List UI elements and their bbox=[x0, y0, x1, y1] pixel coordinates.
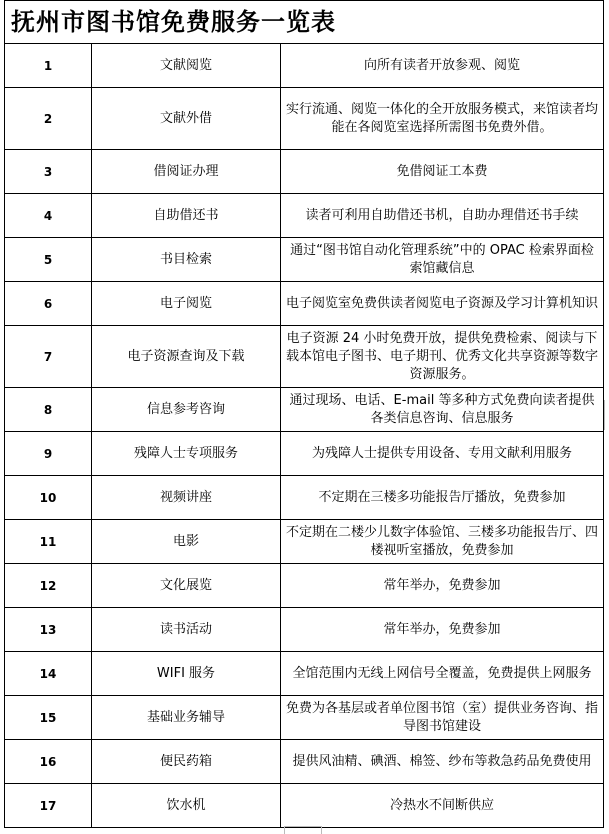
service-description: 为残障人士提供专用设备、专用文献利用服务 bbox=[281, 432, 604, 476]
service-name: 文化展览 bbox=[92, 564, 281, 608]
service-name: 借阅证办理 bbox=[92, 150, 281, 194]
row-number: 13 bbox=[5, 608, 92, 652]
table-row bbox=[5, 150, 604, 194]
service-description: 实行流通、阅览一体化的全开放服务模式，来馆读者均能在各阅览室选择所需图书免费外借。 bbox=[281, 88, 604, 150]
service-description: 免借阅证工本费 bbox=[281, 150, 604, 194]
service-name: WIFI 服务 bbox=[92, 652, 281, 696]
table-row bbox=[5, 520, 604, 564]
service-description: 不定期在三楼多功能报告厅播放，免费参加 bbox=[281, 476, 604, 520]
table-row bbox=[5, 44, 604, 88]
service-name: 电子阅览 bbox=[92, 282, 281, 326]
table-row bbox=[5, 740, 604, 784]
row-number: 12 bbox=[5, 564, 92, 608]
page-title: 抚州市图书馆免费服务一览表 bbox=[4, 0, 604, 44]
table-row bbox=[5, 388, 604, 432]
table-row bbox=[5, 784, 604, 828]
table-row bbox=[5, 696, 604, 740]
service-description: 全馆范围内无线上网信号全覆盖，免费提供上网服务 bbox=[281, 652, 604, 696]
row-number: 9 bbox=[5, 432, 92, 476]
row-number: 2 bbox=[5, 88, 92, 150]
row-number: 5 bbox=[5, 238, 92, 282]
service-name: 残障人士专项服务 bbox=[92, 432, 281, 476]
row-number: 11 bbox=[5, 520, 92, 564]
service-name: 读书活动 bbox=[92, 608, 281, 652]
row-number: 6 bbox=[5, 282, 92, 326]
service-name: 饮水机 bbox=[92, 784, 281, 828]
service-name: 书目检索 bbox=[92, 238, 281, 282]
row-number: 7 bbox=[5, 326, 92, 388]
service-name: 文献阅览 bbox=[92, 44, 281, 88]
service-description: 冷热水不间断供应 bbox=[281, 784, 604, 828]
service-description: 电子阅览室免费供读者阅览电子资源及学习计算机知识 bbox=[281, 282, 604, 326]
service-name: 视频讲座 bbox=[92, 476, 281, 520]
service-description: 提供风油精、碘酒、棉签、纱布等救急药品免费使用 bbox=[281, 740, 604, 784]
table-row bbox=[5, 652, 604, 696]
row-number: 4 bbox=[5, 194, 92, 238]
service-description: 向所有读者开放参观、阅览 bbox=[281, 44, 604, 88]
service-description: 电子资源 24 小时免费开放，提供免费检索、阅读与下载本馆电子图书、电子期刊、优秀文化共享资源等数字资源服务。 bbox=[281, 326, 604, 388]
service-name: 电子资源查询及下载 bbox=[92, 326, 281, 388]
table-row bbox=[5, 238, 604, 282]
table-row bbox=[5, 564, 604, 608]
row-number: 1 bbox=[5, 44, 92, 88]
scroll-edge bbox=[604, 400, 609, 430]
row-number: 14 bbox=[5, 652, 92, 696]
table-row bbox=[5, 194, 604, 238]
table-row bbox=[5, 432, 604, 476]
table-row bbox=[5, 476, 604, 520]
row-number: 15 bbox=[5, 696, 92, 740]
table-row bbox=[5, 88, 604, 150]
table-row bbox=[5, 282, 604, 326]
service-description: 常年举办，免费参加 bbox=[281, 608, 604, 652]
services-table bbox=[4, 43, 604, 828]
service-name: 信息参考咨询 bbox=[92, 388, 281, 432]
service-name: 基础业务辅导 bbox=[92, 696, 281, 740]
service-description: 免费为各基层或者单位图书馆（室）提供业务咨询、指导图书馆建设 bbox=[281, 696, 604, 740]
service-description: 通过现场、电话、E-mail 等多种方式免费向读者提供各类信息咨询、信息服务 bbox=[281, 388, 604, 432]
service-name: 电影 bbox=[92, 520, 281, 564]
service-name: 便民药箱 bbox=[92, 740, 281, 784]
service-description: 不定期在二楼少儿数字体验馆、三楼多功能报告厅、四楼视听室播放，免费参加 bbox=[281, 520, 604, 564]
service-name: 自助借还书 bbox=[92, 194, 281, 238]
service-name: 文献外借 bbox=[92, 88, 281, 150]
service-description: 常年举办，免费参加 bbox=[281, 564, 604, 608]
row-number: 3 bbox=[5, 150, 92, 194]
table-row bbox=[5, 608, 604, 652]
table-row bbox=[5, 326, 604, 388]
row-number: 10 bbox=[5, 476, 92, 520]
service-description: 读者可利用自助借还书机，自助办理借还书手续 bbox=[281, 194, 604, 238]
row-number: 8 bbox=[5, 388, 92, 432]
service-description: 通过“图书馆自动化管理系统”中的 OPAC 检索界面检索馆藏信息 bbox=[281, 238, 604, 282]
row-number: 16 bbox=[5, 740, 92, 784]
row-number: 17 bbox=[5, 784, 92, 828]
